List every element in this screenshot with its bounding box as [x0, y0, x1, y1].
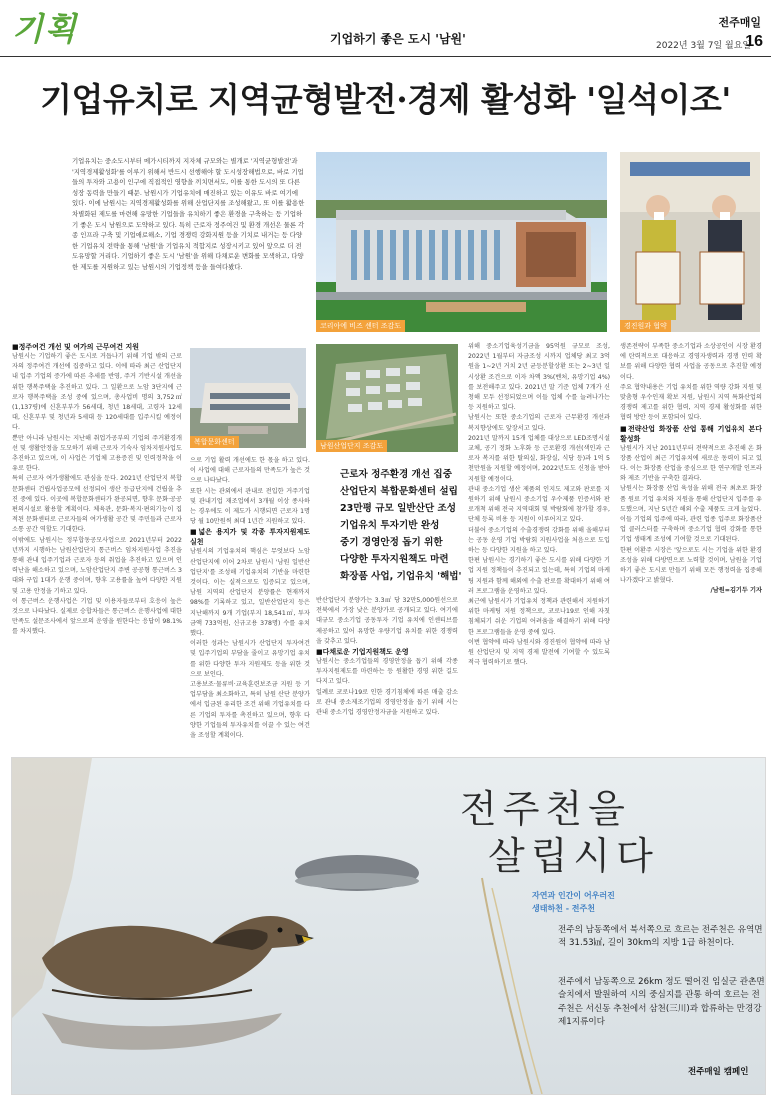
col4-para: 한편 남원시는 경기하기 좋은 도시를 위해 다양한 기업 지원 정책들이 추진되고 있는데, 특히 기업의 마케팅 지원과 함께 해외에 수출 판로를 확대하기 위해 여러 프로그램을 운영하고 있다.	[468, 557, 610, 595]
col1-para: 뿐만 아니라 남원시는 지난해 취업가공부의 기업의 주거환경개선 및 생활안정을 도모하기 위해 근로자 기숙사 임차지원사업도 추진하고 있으며, 이 사업은 기업체 고용증진 및 인력정착을 이유로 한다.	[12, 434, 182, 473]
col1-para: 특히 근로자 여가생활에도 관심을 둔다. 2021년 산업단지 복합문화센터 건립사업공모에 선정되어 생산 등급단지에 건립을 추진 중에 있다. 이곳에 복합문화센터가 완공되면, 향후 문화·공공편의시설로 활용할 계획이다. 체육관, 문화·복지·편의기능이 집적된 문화센터로 근로자들의 여가생활 공간 및 주민들과 근로자 소통 공간 역할도 기대한다.	[12, 475, 182, 534]
col1-para: 남원시는 기업하기 좋은 도시로 거듭나기 위해 기업 밖의 근로자의 정주여건 개선에 집중하고 있다. 이에 따라 최근 산업단지 내 입주 기업의 증가에 따른 추세를 반영, 주거 기반시설 개선을 위한 행복주택을 추진하고 있다. 그 일환으로 노암 3단지에 근로자 행복주택을 조성 중에 있으며, 총사업비 명의 3,752㎡(1,137평)에 신혼부부가 56세대, 청년 18세대, 고령자 12세대, 신혼부부 및 청년과 5세대 등 120세대를 입주시킬 예정이다.	[12, 353, 182, 432]
col3-para: 남원시는 중소기업들의 경영안정을 돕기 위해 각종 투자지원제도를 마련하는 등 원활한 경영 위한 길도 다지고 있다.	[316, 658, 458, 686]
ceremony-photo-caption: 경진원과 협약	[620, 320, 671, 332]
industrial-complex-photo-caption: 남원산업단지 조감도	[316, 440, 387, 452]
newspaper-brand: 전주매일	[718, 16, 761, 29]
campaign-ad	[11, 757, 766, 1095]
col5-para: 한편 이환주 시장은 '앞으로도 시는 기업을 위한 환경 조성을 위해 다방면으로 노력할 것이며, 남원을 기업하기 좋은 도시로 만들기 위해 모든 행정력을 집중해 나가겠다'고 밝혔다.	[620, 546, 762, 585]
pull-quote-line: 중기 경영안정 돕기 위한	[340, 537, 443, 548]
pull-quote-line: 기업유치 투자기반 완성	[340, 520, 440, 531]
ad-body-2: 전주에서 남동쪽으로 26km 정도 떨어진 임실군 관촌면 슬치에서 발원하여 시의 중심지를 관통 하여 호르는 전주천은 서신동 추천에서 삼천(三川)과 합류하는 만경강 제1지류이다	[558, 977, 765, 1027]
col2-para: 고용보조·물류비·교육훈련보조금 지원 등 기업부담을 최소화하고, 특히 남원 산단 분양가에서 입금된 유리한 조건 위해 기업유치를 다른 기업의 투자를 촉진하고 있으며, 향후 다양한 기업들의 투자유치를 이끌 수 있는 여건을 조성할 계획이다.	[190, 681, 310, 740]
col1-subhead: ■정주여건 개선 및 여가의 근무여건 지원	[12, 343, 139, 351]
pull-quote	[340, 466, 470, 585]
col4-para: 2021년 말까지 15개 업체를 대상으로 LED조명시설 교체, 공기 정화 노후화 등 근로환경 개선(색인과 근로자 복지를 위한 탈의실, 화장실, 식당 등)과 1억 5천만원을 지원할 예정이며, 2022년도도 신청을 받아 지원할 예정이다.	[468, 434, 610, 483]
article-byline: /남원=김기두 기자	[710, 587, 762, 595]
culture-center-photo	[190, 348, 306, 448]
building-photo-caption: 코리아에 비즈 센터 조감도	[316, 320, 405, 332]
col1-para: 이 통근버스 운행사업은 기업 및 이용자들로부터 호응이 높은 것으로 나타났다. 실제로 승합차들은 통근버스 운행사업에 대한 만족도 설문조사에서 앞으로의 운영을 원한다는 응답이 98.1%를 차지했다.	[12, 597, 182, 636]
article-column-5	[620, 342, 762, 597]
issue-date: 2022년 3월 7일 월요일	[656, 41, 752, 51]
col4-para: 더불어 중소기업의 수출경쟁력 강화를 위해 올해부터는 공동 운영 기업 박람회 지원사업을 처음으로 도입하는 등 다양한 지원을 하고 있다.	[468, 526, 610, 555]
intro-paragraph: 기업유치는 중소도시부터 메가시티까지 지자체 규모와는 별개로 '지역균형발전'과 '지역경제활성화'를 이루기 위해서 반드시 선행해야 할 도시성장해법으로, 바로 기업들의 투자와 고용이 인구에 직접적인 영향을 끼치면서도, 이를 통한 도시의 또 다른 성장 동력을 만들기 때문. 남원시가 기업유치에 매진하고 있는 이유도 바로 여기에 있다. 이에 남원시는 지역경제활성화를 위해 산업단지를 조성해왔고, 또 이를 활용한 차별화된 제도를 마련해 유망한 기업들을 유치하기 좋은 환경을 구축하는 등 기업하기 좋은 도시 남원으로 도약하고 있다. 특히 근로자 정주여건 및 환경 개선은 물론 각종 인프라 구축 및 기업애로해소, 기업 경쟁력 강화지원 등을 기치로 내거는 등 다양한 기업유치 전략을 통해 '남원'을 기업유치 적합지로 성장시키고 있어 앞으로 더 전도유망할 거리다. 기업하기 좋은 도시 '남원'을 위해 다채로운 변화를 모색하고, 다양한 제도를 지원하고 있는 남원시의 기업정책 등을 들여다봤다.	[72, 157, 305, 271]
col2-subhead: ■넓은 용지가 및 각종 투자지원제도 실천	[190, 528, 310, 547]
col2-para: 이러한 성과는 남원시가 산업단지 투자여건 및 입주기업의 부담을 줄이고 유망기업 유치를 위한 다양한 투자 지원제도 등을 위한 것으로 보인다.	[190, 640, 310, 678]
section-logo: 기획	[12, 10, 78, 48]
col1-para: 이밖에도 남원시는 정부합동공모사업으로 2021년부터 2022년까지 시행하는 남원산업단지 통근버스 임차지원사업 추진을 통해 관내 입주기업과 근로자 등의 취업을 추진하고 있으며 인력난을 해소하고 있으며, 노암산업단지 주변 공공형 통근버스 3대와 구입 1대가 운행 중이며, 향후 고용률을 높여 다양한 지원 및 고용 안정을 기하고 있다.	[12, 536, 182, 595]
col5-para: 남원시가 지난 2011년부터 전략적으로 추진해 온 화장품 산업이 최근 기업유치에 새로운 동력이 되고 있다. 이는 화장품 산업을 중심으로 한 연구개발 인프라와 제조 기반을 구축한 결과다.	[620, 444, 762, 483]
col5-para: 남원시는 화장품 산업 육성을 위해 전국 최초로 화장품 원료 기업 유치와 지원을 통해 산업단지 입주를 유도했으며, 지난 5년간 해외 수출 제품도 크게 늘었다.	[620, 485, 762, 513]
article-column-2	[190, 456, 310, 741]
ad-footer: 전주매일 캠페인	[688, 1067, 749, 1077]
page-number: 16	[745, 33, 763, 50]
pull-quote-line: 산업단지 복합문화센터 설립	[340, 486, 458, 497]
pull-quote-line: 근로자 정주환경 개선 집중	[340, 469, 452, 480]
col3-para: 반산업단지 분양가는 3.3㎡ 당 32만5,000원선으로 전북에서 가장 낮은 분양가로 공개되고 있다. 여기에 대규모 중소기업 공동투자 기업 유치에 인센티브를 제공하고 있어 유망한 우량기업 유치를 위한 경쟁력을 갖추고 있다.	[316, 597, 458, 645]
col4-para: 위해 중소기업육성기금을 95억원 규모로 조성, 2022년 1월부터 자금조성 시까지 업체당 최고 3억원을 1~2년 거치 2년 균등분할상환 또는 2~3년 일시상환 조건으로 이자 차액 3%(벤처, 유망기업 4%)를 보전해주고 있다. 2021년 말 기준 업체 7개가 신청해 모두 선정되었으며 이들 업체 수를 늘려나가는 등 지원하고 있다.	[468, 343, 610, 412]
col3-para: 일례로 코로나19로 인한 경기침체에 따른 매출 감소로 관내 중소제조기업의 경영안정을 돕기 위해 시는 관내 중소기업 경영안정자금을 지원하고 있다.	[316, 688, 458, 717]
col5-para: 주요 협약내용은 기업 유치를 위한 역량 강화 지원 및 맞춤형 우수인재 확보 지원, 남원시 지역 특화산업의 경쟁력 제고를 위한 협력, 지역 경제 활성화를 위한 협력 방안 등이 포함되어 있다.	[620, 383, 762, 422]
ceremony-illustration	[620, 152, 760, 332]
col2-para: 남원시의 기업유치의 핵심은 무엇보다 노암산업단지에 이어 2차로 남원시 '남원 일반산업단지'를 조성해 기업유치의 기반을 마련한 것이다. 이는 실적으로도 입증되고 있으며, 남원 지역의 산업단지 분양률은 현재까지 98%를 기록하고 있고, 일반산업단지 등은 지난해까지 9개 기업(부지 18,541㎡, 투자금액 733억원, 신규고용 378명) 수를 유치했다.	[190, 548, 310, 638]
ad-body-1: 전주의 남동쪽에서 북서쪽으로 흐르는 전주천은 유역면적 31.53㎢, 길이 30km의 지방 1급 하천이다.	[558, 925, 763, 949]
col2-para: 으로 기업 활력 개선에도 한 몫을 하고 있다. 이 사업에 대해 근로자들의 만족도가 높은 것으로 나타났다.	[190, 457, 310, 485]
col3-subhead: ■다채로운 기업지원책도 운영	[316, 648, 409, 657]
pull-quote-line: 23만평 규모 일반산단 조성	[340, 503, 457, 514]
ceremony-photo	[620, 152, 760, 332]
page-headline: 기업유치로 지역균형발전·경제 활성화 '일석이조'	[40, 80, 731, 119]
ad-title-line-1: 전주천을	[460, 787, 631, 831]
culture-center-photo-caption: 복합문화센터	[190, 436, 239, 448]
industrial-complex-illustration	[316, 344, 458, 452]
section-subtitle: 기업하기 좋은 도시 '남원'	[330, 32, 466, 46]
article-column-3	[316, 596, 458, 718]
col4-para: 남원시는 또한 중소기업의 근로자 근무환경 개선과 복지향상에도 앞장서고 있다.	[468, 414, 610, 432]
ad-tagline-1: 자연과 인간이 어우러진	[532, 891, 615, 900]
header-rule	[0, 56, 771, 57]
building-photo	[316, 152, 607, 332]
building-illustration	[316, 152, 607, 332]
article-column-4	[468, 342, 610, 669]
culture-center-illustration	[190, 348, 306, 448]
col4-para: 최근에 남원시가 기업유치 정책과 관련해서 지원하기 위한 마케팅 지원 정책으로, 코로나19로 인해 자칫 침체되기 쉬운 기업의 어려움을 해결하기 위해 다양한 프로그램들을 운영 중에 있다.	[468, 598, 610, 636]
pull-quote-line: 화장품 사업, 기업유치 '해법'	[340, 571, 462, 582]
col2-para: 또한 시는 관외에서 관내로 전입한 거주기업 및 관내기업 재조업에서 3개월 이상 종사하는 경우에도 이 제도가 시행되면 근로자 1명 당 월 10만원씩 최대 1년간 지원하고 있다.	[190, 487, 310, 526]
col4-para: 이번 협약에 따라 남원시와 경진원이 협약에 따라 남원 산업단지 및 지역 경제 발전에 기여할 수 있도록 적극 협력하기로 했다.	[468, 638, 610, 667]
ad-title-line-2: 살립시다	[488, 834, 659, 878]
col5-para: 생존전략이 부족한 중소기업과 소상공인이 시장 환경에 탄력적으로 대응하고 경영자생력과 경쟁 인력 확보를 위해 다양한 협력 사업을 공동으로 추진할 예정이다.	[620, 343, 762, 381]
industrial-complex-photo	[316, 344, 458, 452]
col5-subhead: ■전략산업 화장품 산업 통해 기업유치 본다 활성화	[620, 424, 762, 443]
ad-tagline-2: 생태하천 - 전주천	[532, 904, 595, 913]
col4-para: 관내 중소기업 생산 제품의 인지도 제고와 판로를 지원하기 위해 남원시 중소기업 우수제품 인증서와 판로개척 위해 전국 지역대회 및 박람회에 참가할 경우, 단체 등록 비용 등 지원이 이루어지고 있다.	[468, 485, 610, 524]
article-column-1	[12, 342, 182, 638]
col5-para: 이들 기업의 입주에 따라, 관련 업종 입주로 화장품산업 클러스터를 구축하며 중소기업 협력 강화를 통한 기업 생태계 조성에 기여할 것으로 기대된다.	[620, 516, 762, 544]
pull-quote-line: 다양한 투자지원책도 마련	[340, 554, 449, 565]
